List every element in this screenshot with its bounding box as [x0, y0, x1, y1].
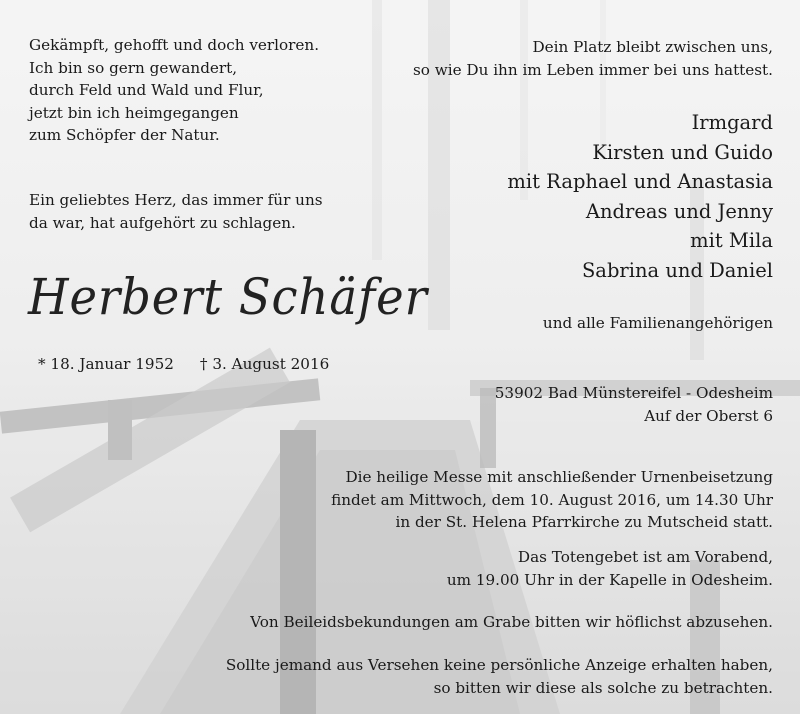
prayer-info-line: um 19.00 Uhr in der Kapelle in Odesheim. [446, 570, 773, 589]
life-dates [38, 353, 329, 375]
poem-line: Ich bin so gern gewandert, [29, 58, 238, 77]
mass-info-line: findet am Mittwoch, dem 10. August 2016, um 14.30 Uhr [331, 490, 773, 509]
relatives-line: und alle Familienangehörigen [542, 314, 773, 332]
condolences-note: Von Beileidsbekundungen am Grabe bitten wir höflichst abzusehen. [250, 613, 773, 631]
family-member: Andreas und Jenny [585, 199, 773, 223]
family-member: Irmgard [691, 111, 773, 134]
quote-line: Dein Platz bleibt zwischen uns, [532, 38, 773, 56]
family-list [507, 108, 773, 286]
poem [29, 34, 319, 147]
address-line: 53902 Bad Münstereifel - Odesheim [494, 384, 773, 402]
quote [413, 36, 773, 81]
prayer-info-line: Das Totengebet ist am Vorabend, [517, 548, 773, 566]
notice [226, 654, 773, 699]
notice-line: Sollte jemand aus Versehen keine persönliche Anzeige erhalten haben, [225, 656, 773, 674]
death-date: † 3. August 2016 [199, 355, 330, 373]
heart-text [29, 189, 323, 234]
mass-info-line: Die heilige Messe mit anschließender Urnenbeisetzung [345, 468, 773, 486]
address-line: Auf der Oberst 6 [644, 406, 773, 425]
address [495, 382, 773, 427]
deceased-name: Herbert Schäfer [28, 268, 428, 326]
notice-line: so bitten wir diese als solche zu betrachten. [433, 678, 773, 697]
mass-info-line: in der St. Helena Pfarrkirche zu Mutscheid statt. [395, 513, 773, 531]
mass-info [331, 466, 773, 534]
prayer-info [447, 546, 773, 591]
poem-line: zum Schöpfer der Natur. [29, 126, 220, 144]
heart-text-line: Ein geliebtes Herz, das immer für uns [29, 191, 323, 209]
heart-text-line: da war, hat aufgehört zu schlagen. [29, 213, 296, 232]
family-member: Sabrina und Daniel [581, 258, 773, 282]
quote-line: so wie Du ihn im Leben immer bei uns hattest. [412, 60, 773, 79]
family-member: Kirsten und Guido [592, 140, 773, 164]
family-member: mit Mila [690, 229, 773, 253]
family-member: mit Raphael und Anastasia [507, 170, 773, 194]
poem-line: durch Feld und Wald und Flur, [29, 81, 264, 99]
poem-line: jetzt bin ich heimgegangen [29, 103, 239, 122]
birth-date: * 18. Januar 1952 [38, 355, 174, 373]
poem-line: Gekämpft, gehofft und doch verloren. [29, 36, 320, 54]
